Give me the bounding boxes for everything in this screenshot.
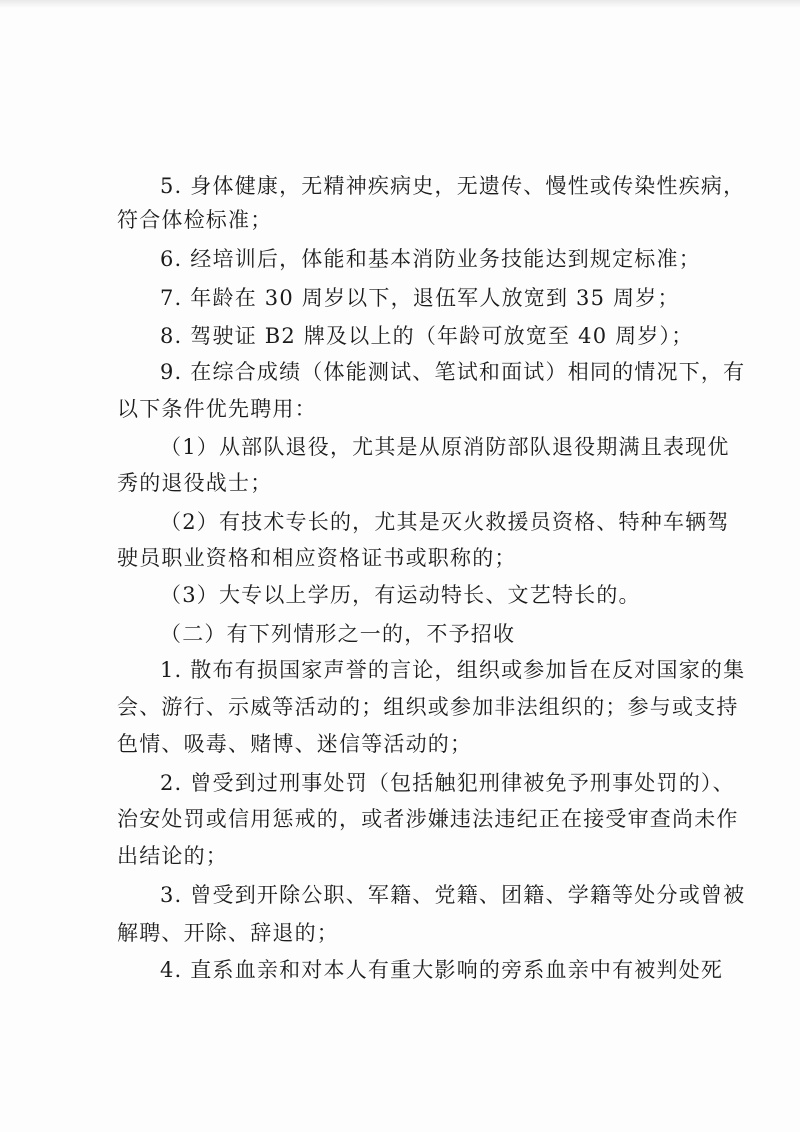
- text-line: 出结论的；: [117, 844, 228, 868]
- text-line: （2）有技术专长的，尤其是灭火救援员资格、特种车辆驾: [160, 510, 730, 534]
- text-line: 秀的退役战士；: [117, 471, 273, 495]
- text-line: 8. 驾驶证 B2 牌及以上的（年龄可放宽至 40 周岁）；: [160, 324, 694, 348]
- scan-top-edge: [0, 0, 800, 8]
- text-line: 解聘、开除、辞退的；: [117, 921, 339, 945]
- text-line: 2. 曾受到过刑事处罚（包括触犯刑律被免予刑事处罚的）、: [160, 771, 735, 795]
- text-line: 驶员职业资格和相应资格证书或职称的；: [117, 546, 517, 570]
- text-line: 1. 散布有损国家声誉的言论，组织或参加旨在反对国家的集: [160, 658, 746, 682]
- text-line: 9. 在综合成绩（体能测试、笔试和面试）相同的情况下，有: [160, 360, 746, 384]
- section-heading: （二）有下列情形之一的，不予招收: [160, 622, 516, 646]
- text-line: 6. 经培训后，体能和基本消防业务技能达到规定标准；: [160, 247, 701, 271]
- text-line: 会、游行、示威等活动的；组织或参加非法组织的；参与或支持: [117, 695, 739, 719]
- text-line: 色情、吸毒、赌博、迷信等活动的；: [117, 732, 473, 756]
- text-line: （1）从部队退役，尤其是从原消防部队退役期满且表现优: [160, 435, 730, 459]
- text-line: 符合体检标准；: [117, 208, 273, 232]
- text-line: 治安处罚或信用惩戒的，或者涉嫌违法违纪正在接受审查尚未作: [117, 807, 739, 831]
- text-line: 以下条件优先聘用：: [117, 397, 317, 421]
- text-line: 5. 身体健康，无精神疾病史，无遗传、慢性或传染性疾病，: [160, 174, 746, 198]
- text-line: 4. 直系血亲和对本人有重大影响的旁系血亲中有被判处死: [160, 958, 724, 982]
- text-line: 7. 年龄在 30 周岁以下，退伍军人放宽到 35 周岁；: [160, 286, 680, 310]
- text-line: 3. 曾受到开除公职、军籍、党籍、团籍、学籍等处分或曾被: [160, 883, 746, 907]
- text-line: （3）大专以上学历，有运动特长、文艺特长的。: [160, 583, 641, 607]
